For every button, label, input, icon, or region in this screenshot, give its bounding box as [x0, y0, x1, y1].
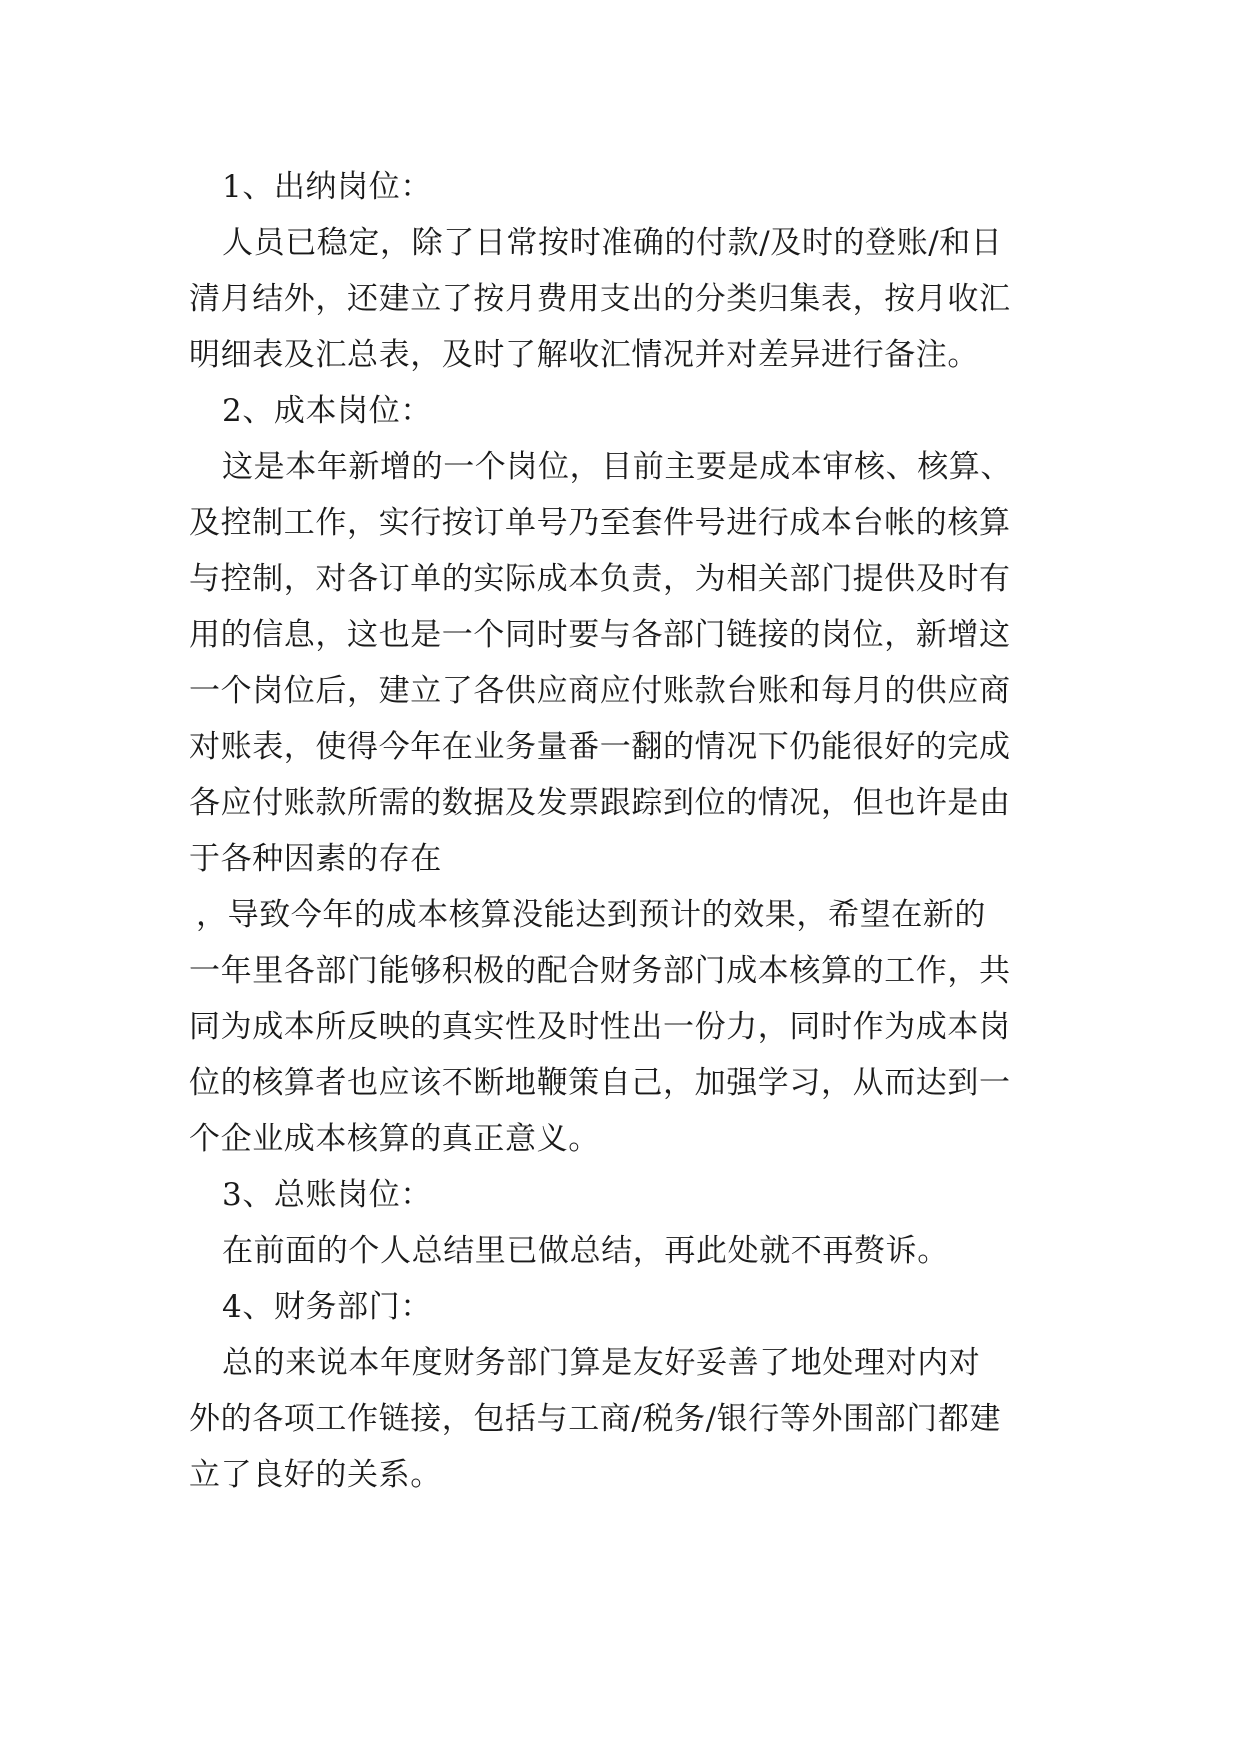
paragraph-line: ，导致今年的成本核算没能达到预计的效果，希望在新的 — [196, 897, 986, 933]
paragraph-line: 总的来说本年度财务部门算是友好妥善了地处理对内对 — [222, 1345, 981, 1381]
paragraph-line: 对账表，使得今年在业务量番一翻的情况下仍能很好的完成 — [189, 729, 1011, 765]
paragraph-line: 一个岗位后，建立了各供应商应付账款台账和每月的供应商 — [189, 673, 1011, 709]
paragraph-line: 一年里各部门能够积极的配合财务部门成本核算的工作，共 — [189, 953, 1011, 989]
paragraph-line: 明细表及汇总表，及时了解收汇情况并对差异进行备注。 — [189, 337, 979, 373]
paragraph-line: 个企业成本核算的真正意义。 — [189, 1121, 600, 1157]
section-heading-finance-dept: 4、财务部门： — [222, 1289, 432, 1325]
paragraph-line: 位的核算者也应该不断地鞭策自己，加强学习，从而达到一 — [189, 1065, 1011, 1101]
paragraph-line: 立了良好的关系。 — [189, 1457, 442, 1493]
paragraph-line: 同为成本所反映的真实性及时性出一份力，同时作为成本岗 — [189, 1009, 1011, 1045]
paragraph-line: 及控制工作，实行按订单号乃至套件号进行成本台帐的核算 — [189, 505, 1011, 541]
paragraph-line: 于各种因素的存在 — [189, 841, 442, 877]
paragraph-line: 用的信息，这也是一个同时要与各部门链接的岗位，新增这 — [189, 617, 1011, 653]
paragraph-line: 各应付账款所需的数据及发票跟踪到位的情况，但也许是由 — [189, 785, 1011, 821]
paragraph-line: 与控制，对各订单的实际成本负责，为相关部门提供及时有 — [189, 561, 1011, 597]
paragraph-line: 清月结外，还建立了按月费用支出的分类归集表，按月收汇 — [189, 281, 1011, 317]
section-heading-general-ledger: 3、总账岗位： — [222, 1177, 432, 1213]
paragraph-line: 在前面的个人总结里已做总结，再此处就不再赘诉。 — [222, 1233, 949, 1269]
paragraph-line: 人员已稳定，除了日常按时准确的付款/及时的登账/和日 — [222, 225, 1003, 261]
section-heading-cashier: 1、出纳岗位： — [222, 169, 432, 205]
paragraph-line: 外的各项工作链接，包括与工商/税务/银行等外围部门都建 — [189, 1401, 1002, 1437]
paragraph-line: 这是本年新增的一个岗位，目前主要是成本审核、核算、 — [222, 449, 1012, 485]
section-heading-cost: 2、成本岗位： — [222, 393, 432, 429]
